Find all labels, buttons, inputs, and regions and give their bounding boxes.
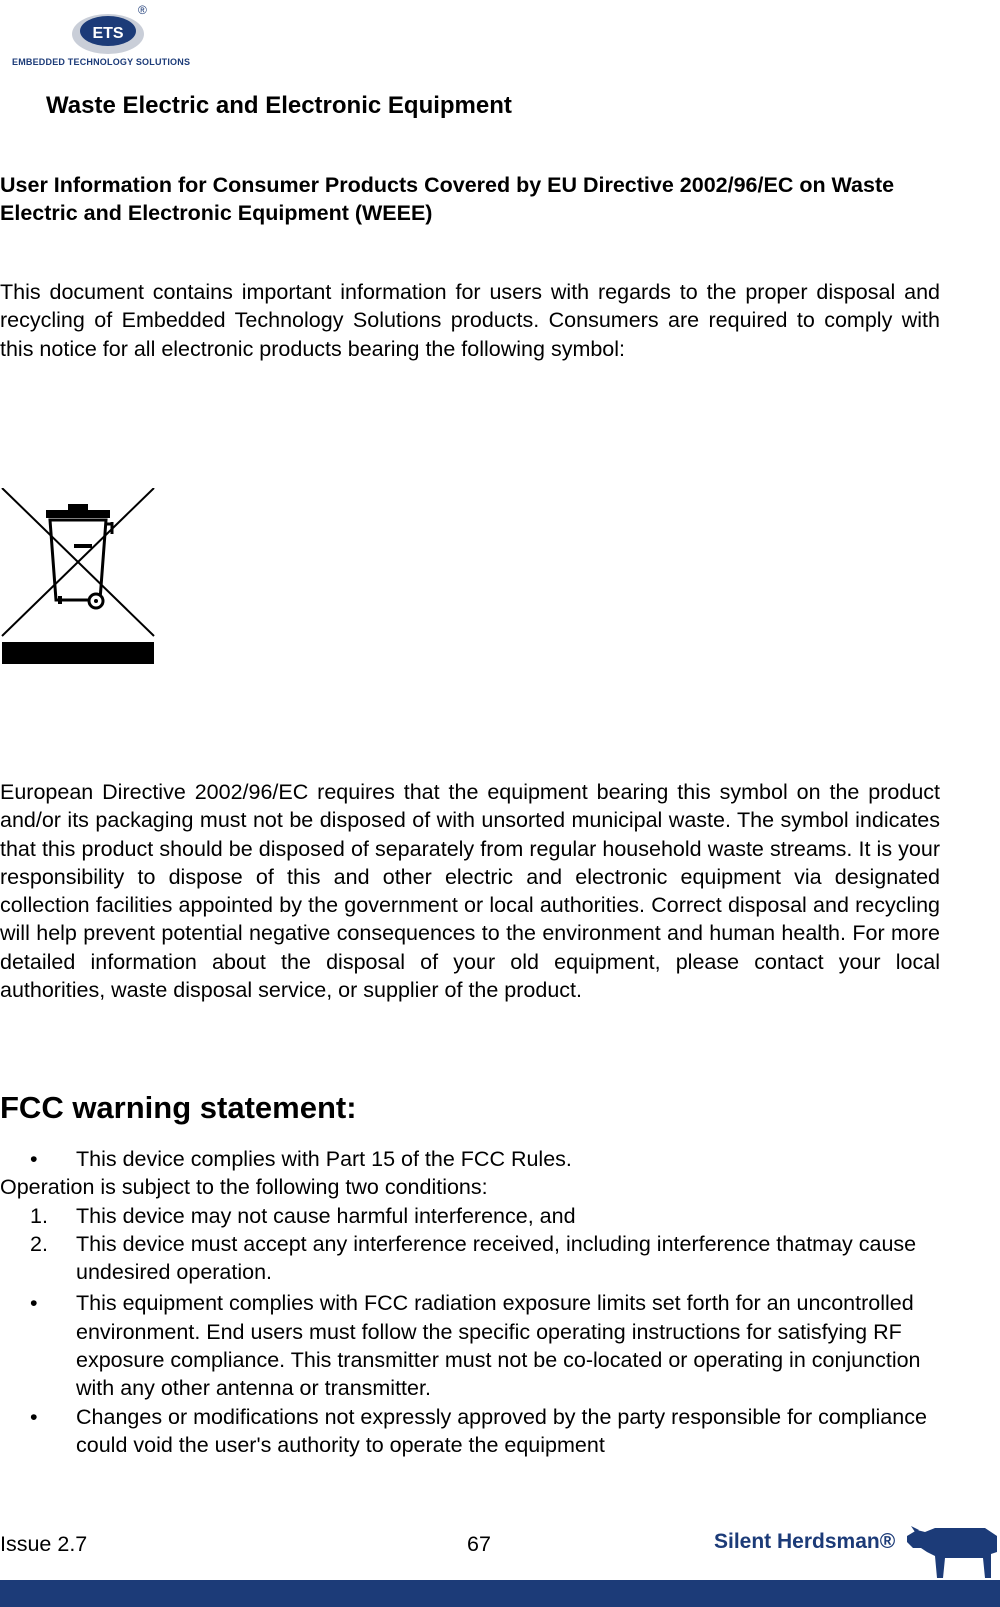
bullet-marker: • [30,1291,38,1316]
issue-number: Issue 2.7 [0,1532,88,1556]
list-item [0,1145,940,1173]
fcc-bullet-modifications: Changes or modifications not expressly approved by the party responsible for compliance could void the user's authority to operate the equipment [76,1404,927,1457]
page-number: 67 [467,1532,491,1556]
registered-mark: ® [138,3,147,17]
list-number: 2. [30,1231,48,1256]
intro-paragraph: This document contains important information for users with regards to the proper disposal and recycling of Embedded Technology Solutions products. Consumers are required to comply with this notice for all electronic products bearing the following symbol: [0,280,940,361]
logo-text: ETS [92,25,124,42]
operation-conditions-text: Operation is subject to the following two conditions: [0,1175,488,1200]
bullet-marker: • [30,1147,38,1171]
fcc-statement-list [0,1145,940,1459]
list-item [0,1230,940,1287]
logo-tagline: EMBEDDED TECHNOLOGY SOLUTIONS [12,57,191,67]
brand-name: Silent Herdsman® [714,1530,896,1553]
bullet-marker: • [30,1404,38,1429]
page-title: Waste Electric and Electronic Equipment [46,92,512,119]
cow-logo-icon [905,1522,1000,1580]
directive-paragraph: European Directive 2002/96/EC requires that the equipment bearing this symbol on the product and/or its packaging must not be disposed of with unsorted municipal waste. The symbol indicates that this product should be disposed of separately from regular household waste streams. It is your responsibility to dispose of this and other electric and electronic equipment via designated collection facilities appointed by the government or local authorities. Correct disposal and recycling will help prevent potential negative consequences to the environment and human health. For more detailed information about the disposal of your old equipment, please contact your local authorities, waste disposal service, or supplier of the product. [0,780,940,1003]
condition-1: This device may not cause harmful interference, and [76,1203,576,1228]
crossed-out-wheelie-bin-icon [0,488,156,682]
list-item [0,1289,940,1402]
list-number: 1. [30,1203,48,1228]
fcc-heading: FCC warning statement: [0,1090,357,1125]
fcc-bullet-rf-exposure: This equipment complies with FCC radiation exposure limits set forth for an uncontrolled environment. End users must follow the specific operating instructions for satisfying RF exposure compliance. This transmitter must not be co-located or operating in conjunction with any other antenna or transmitter. [76,1291,921,1401]
footer-bar [0,1580,1000,1607]
list-item [0,1403,940,1460]
list-item [0,1202,940,1230]
section-subheading: User Information for Consumer Products Covered by EU Directive 2002/96/EC on Waste Electric and Electronic Equipment (WEEE) [0,173,895,225]
fcc-bullet-part15: This device complies with Part 15 of the FCC Rules. [76,1147,572,1171]
condition-2: This device must accept any interference received, including interference thatmay cause undesired operation. [76,1231,917,1285]
